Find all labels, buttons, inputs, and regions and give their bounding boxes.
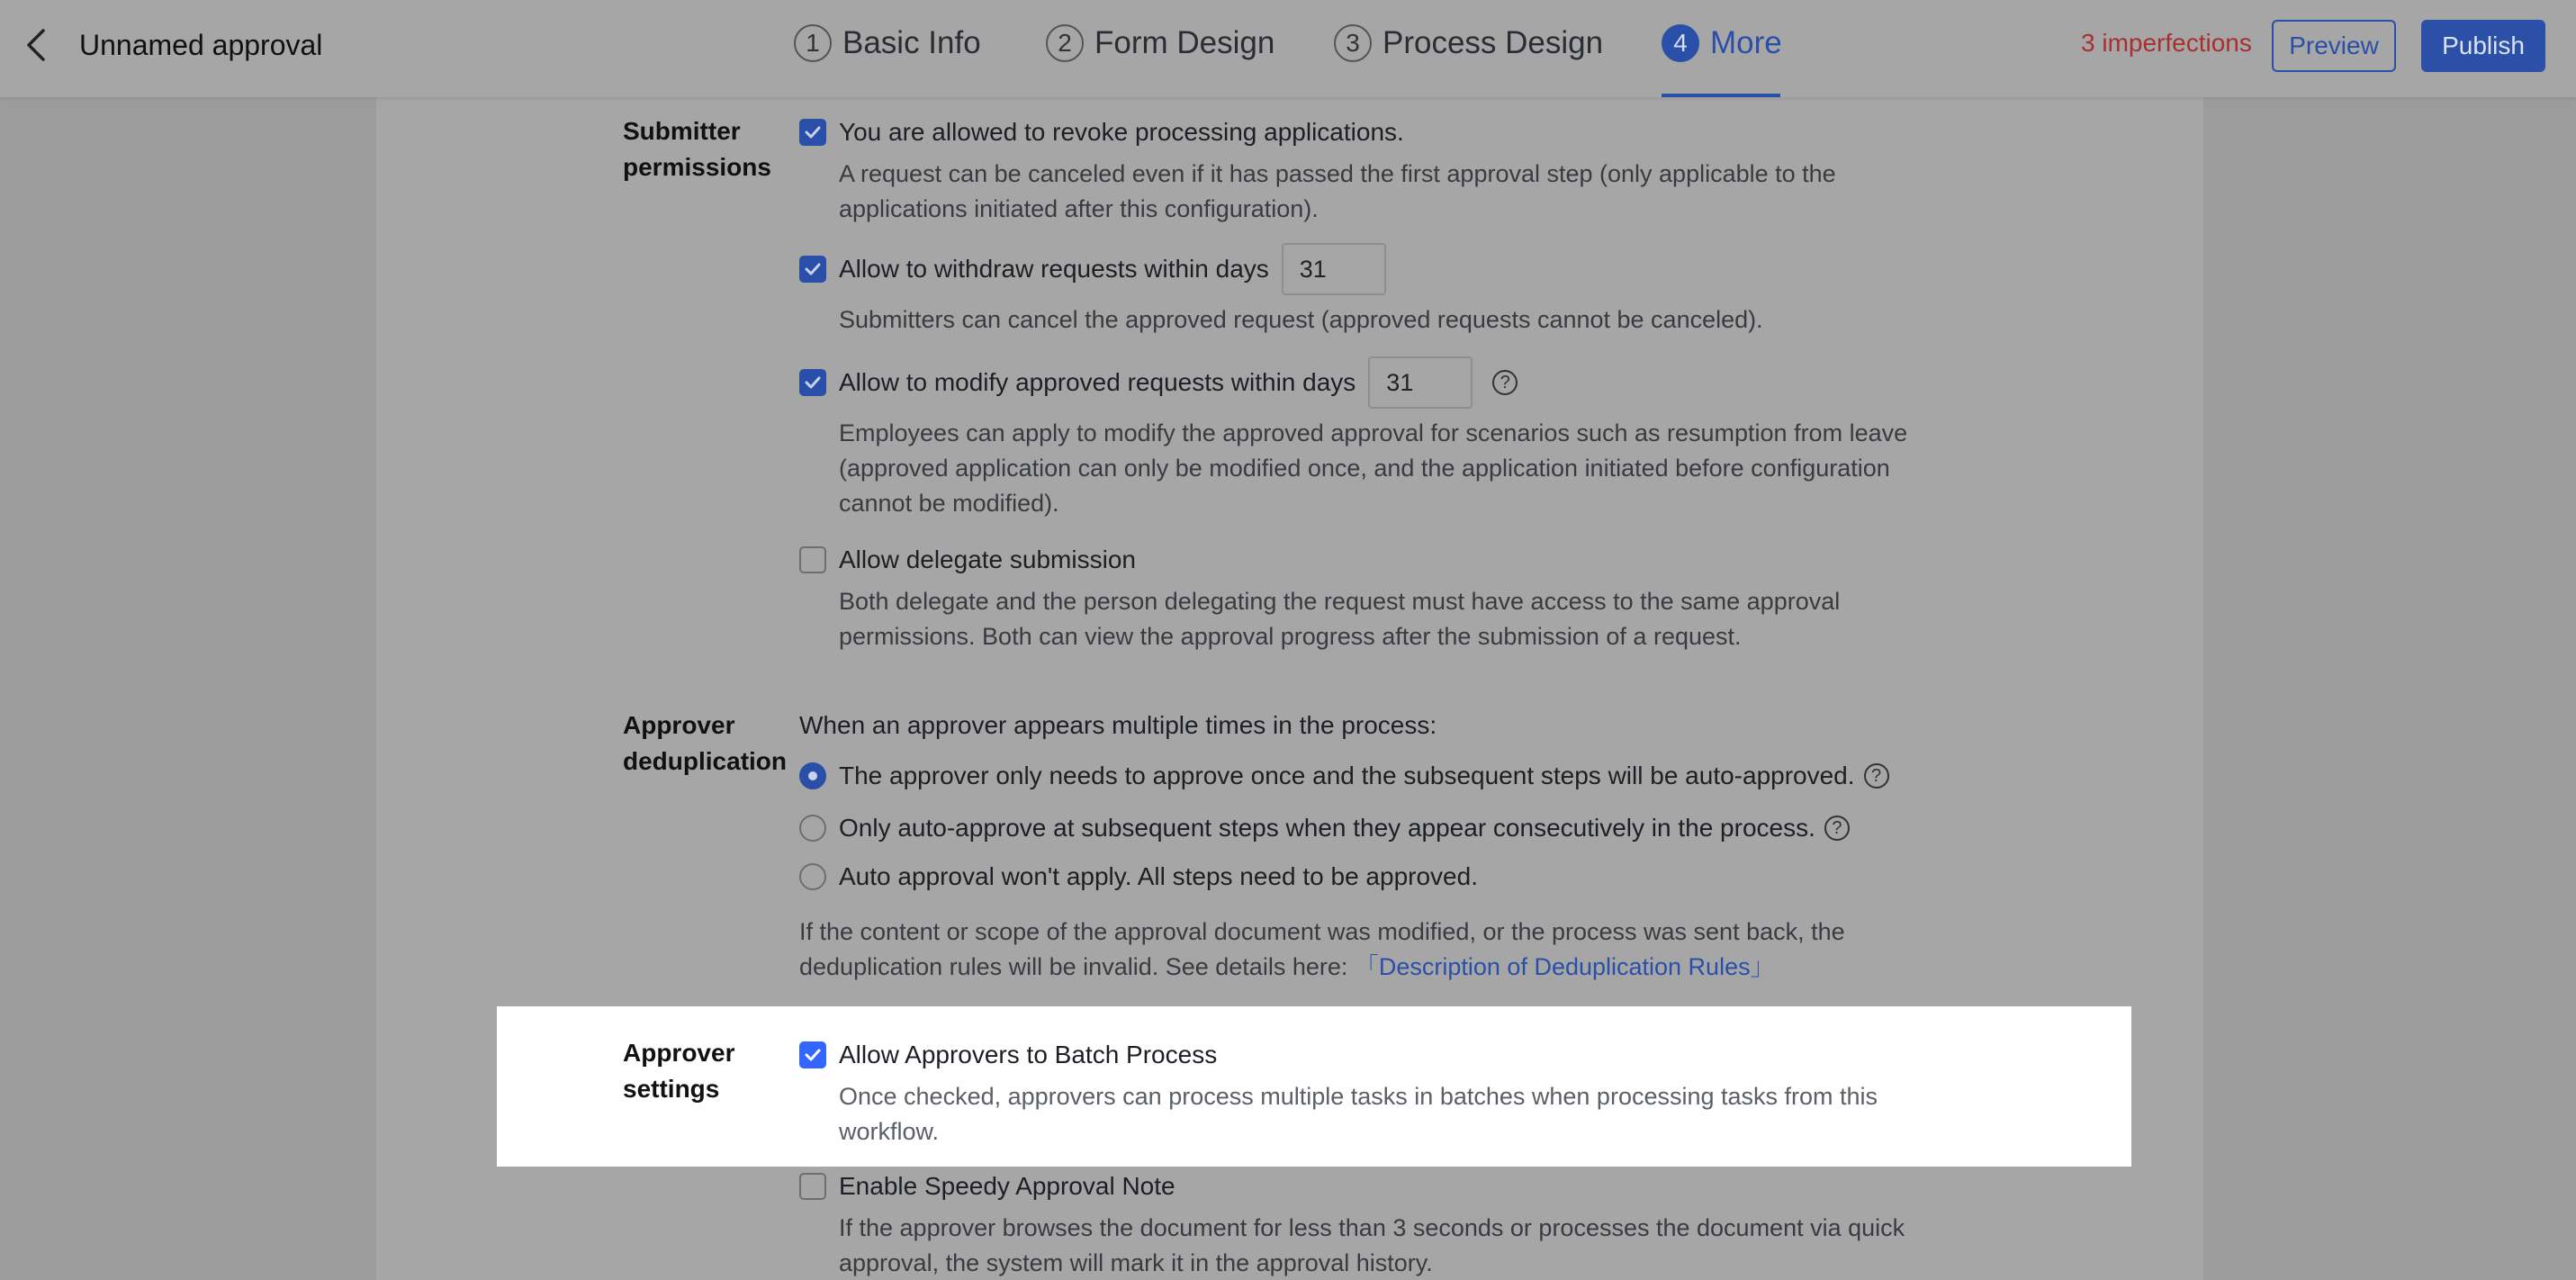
help-icon[interactable]: ?: [1824, 816, 1850, 841]
step-label: Basic Info: [842, 25, 981, 60]
revoke-description: A request can be canceled even if it has passed the first approval step (only applicable to the applications initiated after this configuration).: [839, 160, 1836, 222]
checkbox-checked-icon[interactable]: [799, 369, 826, 396]
modify-option[interactable]: [799, 356, 1518, 409]
speedy-approval-option[interactable]: [799, 1167, 1175, 1206]
dedup-option-label: The approver only needs to approve once and the subsequent steps will be auto-approved.: [839, 762, 1855, 789]
withdraw-days-input[interactable]: [1282, 243, 1386, 295]
dedup-note: If the content or scope of the approval document was modified, or the process was sent back, the deduplication rules will be invalid. See details here: 「Description of Deduplication Rules」: [799, 918, 1845, 980]
approver-settings-label: Approver settings: [623, 1039, 735, 1103]
batch-process-option[interactable]: [799, 1035, 1217, 1075]
batch-process-label: Allow Approvers to Batch Process: [839, 1041, 1218, 1068]
delegate-option[interactable]: [799, 540, 1136, 580]
approval-title[interactable]: Unnamed approval: [79, 29, 323, 61]
revoke-label: You are allowed to revoke processing applications.: [839, 118, 1404, 146]
checkbox-unchecked-icon[interactable]: [799, 1173, 826, 1200]
checkbox-checked-icon[interactable]: [799, 119, 826, 146]
modify-days-input[interactable]: [1368, 356, 1473, 409]
dedup-option-label: Auto approval won't apply. All steps need to be approved.: [839, 862, 1478, 890]
delegate-description: Both delegate and the person delegating the request must have access to the same approval permissions. Both can view the approval progress after the submission of a request.: [839, 588, 1841, 650]
step-number: 4: [1662, 24, 1699, 62]
submitter-permissions-label: Submitter permissions: [623, 117, 771, 181]
step-number: 2: [1046, 24, 1084, 62]
preview-button[interactable]: Preview: [2272, 20, 2396, 72]
withdraw-label: Allow to withdraw requests within days: [839, 255, 1269, 283]
imperfections-link[interactable]: 3 imperfections: [2081, 29, 2252, 57]
dedup-rules-link[interactable]: 「Description of Deduplication Rules」: [1354, 953, 1775, 980]
step-process-design[interactable]: [1334, 23, 1603, 63]
top-bar: [0, 0, 2576, 97]
publish-button[interactable]: Publish: [2421, 20, 2545, 72]
speedy-approval-description: If the approver browses the document for less than 3 seconds or processes the document via quick approval, the system will mark it in the approval history.: [839, 1214, 1905, 1276]
dedup-option-label: Only auto-approve at subsequent steps when they appear consecutively in the process.: [839, 814, 1815, 842]
checkbox-checked-icon[interactable]: [799, 256, 826, 283]
active-step-indicator: [1662, 94, 1780, 97]
batch-process-description: Once checked, approvers can process multiple tasks in batches when processing tasks from this workflow.: [839, 1083, 1878, 1145]
back-arrow-icon[interactable]: [20, 25, 52, 65]
step-number: 3: [1334, 24, 1372, 62]
step-more[interactable]: [1662, 23, 1782, 63]
withdraw-description: Submitters can cancel the approved request (approved requests cannot be canceled).: [839, 306, 1763, 333]
step-label: Form Design: [1094, 25, 1275, 60]
revoke-option[interactable]: [799, 113, 1404, 152]
modify-label: Allow to modify approved requests within days: [839, 368, 1356, 396]
help-icon[interactable]: ?: [1864, 763, 1889, 789]
step-basic-info[interactable]: [794, 23, 981, 63]
dedup-option-3[interactable]: [799, 857, 1478, 897]
step-label: Process Design: [1383, 25, 1604, 60]
step-form-design[interactable]: [1046, 23, 1274, 63]
radio-selected-icon[interactable]: [799, 762, 826, 789]
speedy-approval-label: Enable Speedy Approval Note: [839, 1172, 1175, 1200]
withdraw-option[interactable]: [799, 243, 1386, 295]
checkbox-unchecked-icon[interactable]: [799, 546, 826, 573]
checkbox-checked-icon[interactable]: [799, 1041, 826, 1068]
step-number: 1: [794, 24, 832, 62]
help-icon[interactable]: ?: [1492, 370, 1518, 395]
dedup-question: When an approver appears multiple times in the process:: [799, 711, 1437, 739]
step-label: More: [1710, 25, 1782, 60]
delegate-label: Allow delegate submission: [839, 545, 1136, 573]
radio-unselected-icon[interactable]: [799, 815, 826, 842]
modify-description: Employees can apply to modify the approved approval for scenarios such as resumption from leave (approved application can only be modified once, and the application initiated before configuration cannot be modified).: [839, 419, 1908, 517]
approver-dedup-label: Approver deduplication: [623, 711, 787, 775]
radio-unselected-icon[interactable]: [799, 863, 826, 890]
dedup-option-2[interactable]: [799, 808, 1850, 848]
dedup-option-1[interactable]: [799, 756, 1889, 796]
